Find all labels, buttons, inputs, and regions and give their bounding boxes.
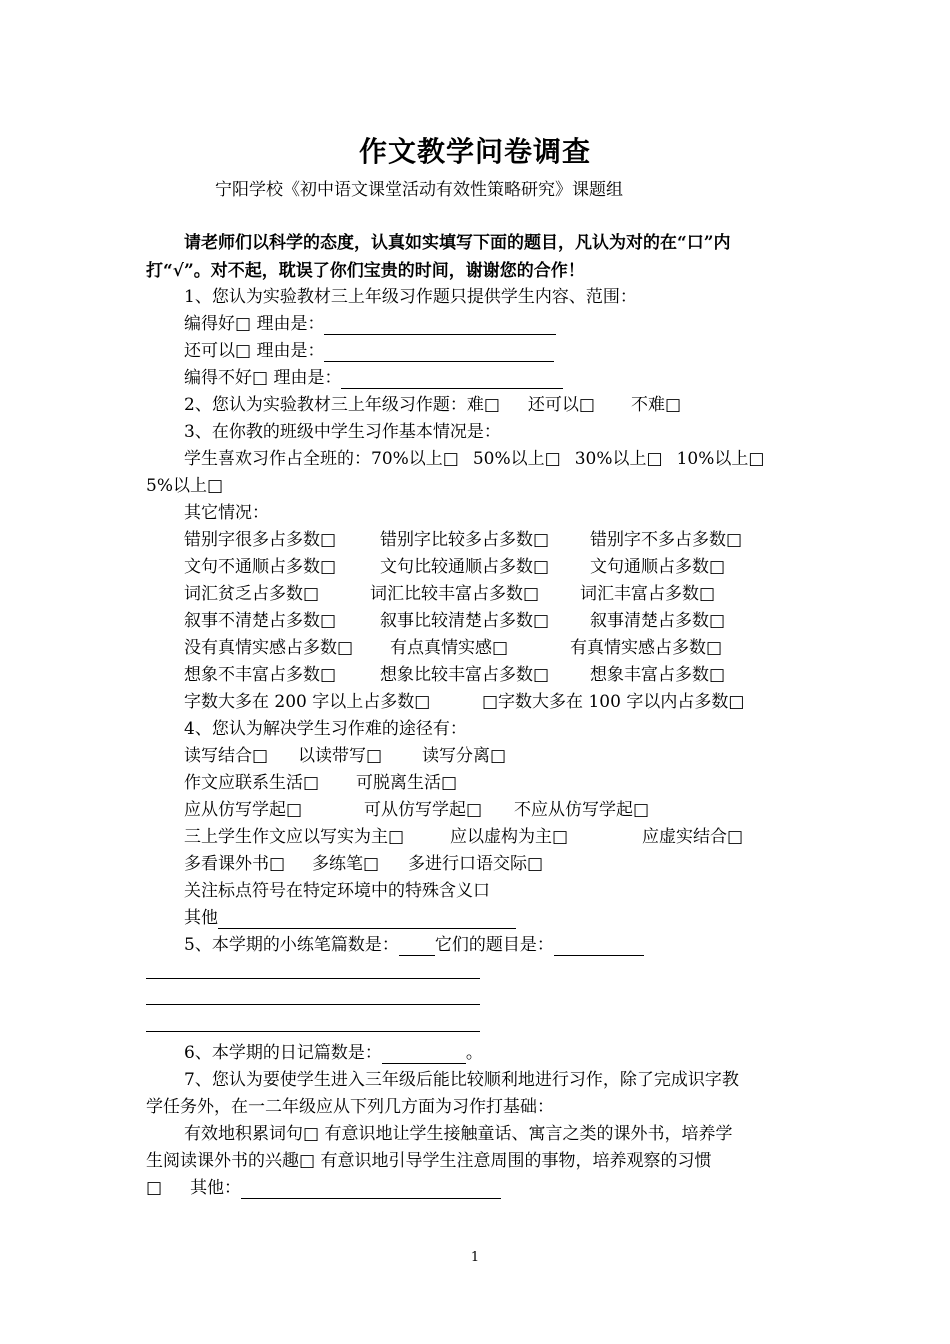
q3-option[interactable]: 文句通顺占多数□ xyxy=(590,557,726,577)
q3-option-200[interactable]: 字数大多在 200 字以上占多数□ xyxy=(184,692,431,712)
q1-reason-1-field[interactable] xyxy=(324,316,556,335)
intro-line-2: 打“√”。对不起，耽误了你们宝贵的时间，谢谢您的合作！ xyxy=(146,261,585,281)
q3-pct-10[interactable]: 10%以上□ xyxy=(676,449,765,469)
q4-option[interactable]: 读写结合□ xyxy=(184,746,269,766)
q3-other-label: 其它情况： xyxy=(184,503,269,523)
q4-option[interactable]: 读写分离□ xyxy=(422,746,507,766)
q5-mid-label: 它们的题目是： xyxy=(434,935,554,955)
q3-option[interactable]: 文句比较通顺占多数□ xyxy=(380,557,550,577)
q3-option[interactable]: 有真情实感占多数□ xyxy=(570,638,723,658)
q4-option[interactable]: 不应从仿写学起□ xyxy=(514,800,650,820)
q3-option[interactable]: 文句不通顺占多数□ xyxy=(184,557,337,577)
q3-pct-70[interactable]: 70%以上□ xyxy=(371,449,459,469)
q7-line-1: 7、您认为要使学生进入三年级后能比较顺利地进行习作，除了完成识字教 xyxy=(184,1070,739,1090)
q1-reason-3-field[interactable] xyxy=(341,370,563,389)
q3-option[interactable]: 叙事不清楚占多数□ xyxy=(184,611,337,631)
q7-habit-checkbox[interactable]: □ xyxy=(146,1178,163,1198)
q4-option[interactable]: 作文应联系生活□ xyxy=(184,773,320,793)
q1-option-3 xyxy=(184,367,563,389)
q4-option[interactable]: 应从仿写学起□ xyxy=(184,800,303,820)
q4-option[interactable]: 可从仿写学起□ xyxy=(364,800,483,820)
q1-reason-2-field[interactable] xyxy=(324,343,554,362)
q7-line-4[interactable]: 生阅读课外书的兴趣□ 有意识地引导学生注意周围的事物，培养观察的习惯 xyxy=(146,1151,712,1171)
q4-row-4 xyxy=(184,826,743,848)
q2-option-hard[interactable]: 难□ xyxy=(466,395,500,415)
q3-option[interactable]: 想象比较丰富占多数□ xyxy=(380,665,550,685)
q5-topics-field[interactable] xyxy=(554,937,644,956)
q3-pct-5[interactable]: 5%以上□ xyxy=(146,476,224,496)
q4-row-5 xyxy=(184,853,543,875)
q3-pct-50[interactable]: 50%以上□ xyxy=(472,449,561,469)
q6-diary-count-field[interactable] xyxy=(382,1045,466,1064)
q7-line-3[interactable]: 有效地积累词句□ 有意识地让学生接触童话、寓言之类的课外书，培养学 xyxy=(184,1124,733,1144)
q3-row-fluency xyxy=(184,556,725,578)
q5-answer-line-2[interactable] xyxy=(146,1004,480,1005)
q3-option[interactable]: 没有真情实感占多数□ xyxy=(184,638,354,658)
q3-row-emotion xyxy=(184,637,722,659)
q3-option[interactable]: 叙事清楚占多数□ xyxy=(590,611,726,631)
q5-answer-line-3[interactable] xyxy=(146,1031,480,1032)
q3-option[interactable]: 词汇贫乏占多数□ xyxy=(184,584,320,604)
q3-option[interactable]: 错别字比较多占多数□ xyxy=(380,530,550,550)
q4-option-punctuation[interactable]: 关注标点符号在特定环境中的特殊含义口 xyxy=(184,881,490,901)
intro-line-1: 请老师们以科学的态度，认真如实填写下面的题目，凡认为对的在“口”内 xyxy=(184,233,731,253)
q4-text: 4、您认为解决学生习作难的途径有： xyxy=(184,719,467,739)
q6-end: 。 xyxy=(465,1043,483,1063)
q3-row-typos xyxy=(184,529,742,551)
q1-option-1-label: 编得好□ 理由是： xyxy=(184,314,325,334)
q1-option-3-label: 编得不好□ 理由是： xyxy=(184,368,342,388)
q3-option[interactable]: 错别字很多占多数□ xyxy=(184,530,337,550)
q2-option-ok[interactable]: 还可以□ xyxy=(527,395,595,415)
q3-option[interactable]: 想象不丰富占多数□ xyxy=(184,665,337,685)
q4-option[interactable]: 多进行口语交际□ xyxy=(408,854,544,874)
q5-text: 5、本学期的小练笔篇数是： xyxy=(184,935,399,955)
q4-option[interactable]: 三上学生作文应以写实为主□ xyxy=(184,827,405,847)
q3-text: 3、在你教的班级中学生习作基本情况是： xyxy=(184,422,501,442)
q3-row-narration xyxy=(184,610,725,632)
q6-text: 6、本学期的日记篇数是： xyxy=(184,1043,382,1063)
q3-option[interactable]: 错别字不多占多数□ xyxy=(590,530,743,550)
q1-option-2 xyxy=(184,340,554,362)
subtitle: 宁阳学校《初中语文课堂活动有效性策略研究》课题组 xyxy=(215,180,623,200)
q4-other-field[interactable] xyxy=(218,910,516,929)
q3-percent-line xyxy=(184,448,764,470)
q7-other-field[interactable] xyxy=(241,1180,501,1199)
q4-option[interactable]: 应以虚构为主□ xyxy=(450,827,569,847)
q3-option[interactable]: 叙事比较清楚占多数□ xyxy=(380,611,550,631)
q3-option[interactable]: 词汇比较丰富占多数□ xyxy=(370,584,540,604)
q2-line xyxy=(184,394,681,416)
q1-option-2-label: 还可以□ 理由是： xyxy=(184,341,325,361)
q7-line-2: 学任务外，在一二年级应从下列几方面为习作打基础： xyxy=(146,1097,554,1117)
q6-line xyxy=(184,1042,483,1064)
q4-option[interactable]: 多练笔□ xyxy=(312,854,380,874)
q3-percent-label: 学生喜欢习作占全班的： xyxy=(184,449,371,469)
q3-pct-30[interactable]: 30%以上□ xyxy=(574,449,663,469)
q3-option-100[interactable]: □字数大多在 100 字以内占多数□ xyxy=(482,692,745,712)
page-number: 1 xyxy=(470,1250,480,1265)
q5-answer-line-1[interactable] xyxy=(146,978,480,979)
q4-other-label: 其他 xyxy=(184,908,218,928)
q7-other-label: 其他： xyxy=(190,1178,242,1198)
q5-count-field[interactable] xyxy=(399,937,435,956)
q5-line xyxy=(184,934,644,956)
q3-row-vocabulary xyxy=(184,583,715,605)
q3-row-wordcount xyxy=(184,691,744,713)
q4-row-3 xyxy=(184,799,649,821)
q4-row-1 xyxy=(184,745,506,767)
q3-option[interactable]: 有点真情实感□ xyxy=(390,638,509,658)
q1-text: 1、您认为实验教材三上年级习作题只提供学生内容、范围： xyxy=(184,287,637,307)
q3-option[interactable]: 词汇丰富占多数□ xyxy=(580,584,716,604)
page-title: 作文教学问卷调查 xyxy=(358,135,591,168)
q4-other-line xyxy=(184,907,516,929)
q4-row-2 xyxy=(184,772,457,794)
q4-option[interactable]: 多看课外书□ xyxy=(184,854,286,874)
q4-option[interactable]: 以读带写□ xyxy=(298,746,383,766)
q3-row-imagination xyxy=(184,664,725,686)
q4-option[interactable]: 应虚实结合□ xyxy=(642,827,744,847)
q2-option-easy[interactable]: 不难□ xyxy=(630,395,682,415)
q3-option[interactable]: 想象丰富占多数□ xyxy=(590,665,726,685)
q7-line-5 xyxy=(146,1177,501,1199)
q2-text: 2、您认为实验教材三上年级习作题： xyxy=(184,395,467,415)
q1-option-1 xyxy=(184,313,556,335)
q4-option[interactable]: 可脱离生活□ xyxy=(356,773,458,793)
